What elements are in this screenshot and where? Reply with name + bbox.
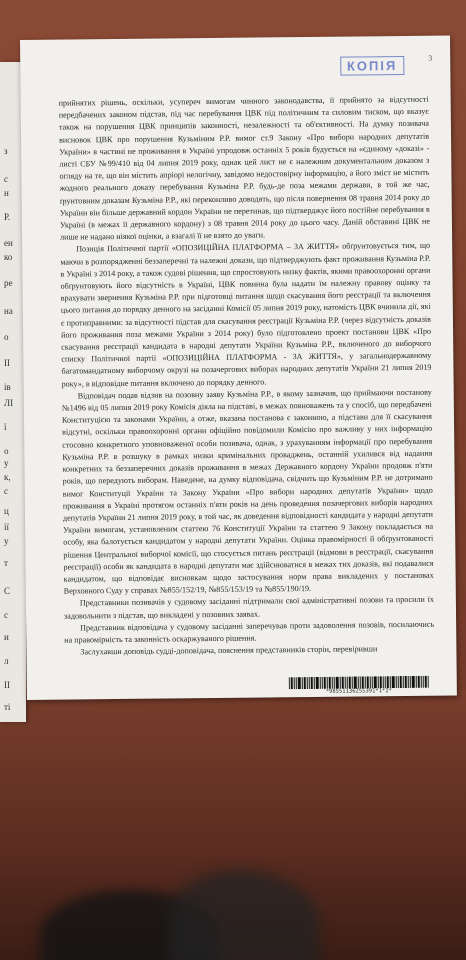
left-page-fragment: у	[4, 536, 9, 546]
left-page-fragment: Р.	[4, 212, 11, 222]
left-page-fragment: ІІ	[4, 680, 10, 690]
left-page-fragment: о	[4, 332, 9, 342]
left-page-fragment: ї	[4, 422, 7, 432]
left-page-fragment: ті	[4, 702, 11, 712]
paragraph: прийнятих рішень, оскільки, усупереч вимогам чинного законодавства, її прийнято за відсутності передбачених законом підстав, під час перебування ЦВК під політичним та силовим тиском, що вказує також на порушення ЦВК принципів законності, незалежності та об'єктивності. На думку позивача висновок ЦВК про порушення Кузьміним Р.Р. вимог ст.9 Закону «Про вибори народних депутатів України» в частині не проживання в Україні упродовж останніх 5 років будується на «єдиному «доказі» - листі СБУ №99/410 від 04 липня 2019 року, однак цей лист не є належним документальним доказом з огляду на те, що він містить апріорі нелогічну, завідомо недостовірну інформацію, а його зміст не містить жодного реального доказу перебування Кузьміна Р.Р. будь-де поза межами держави, в той же час, ґрунтовним доказам Кузьміна Р.Р., які переконливо доводять, що після повернення 08 травня 2014 року до України він більше державний кордон України не перетинав, що підтверджує його постійне перебування в Україні (в межах її державного кордону) з 08 травня 2014 року до цього часу. Даній обставині ЦВК не лише не надано ніякої оцінки, а взагалі її не взято до уваги.	[58, 94, 430, 242]
left-page-fragment: ре	[4, 278, 13, 288]
left-page-fragment: и	[4, 632, 9, 642]
copy-stamp: КОПІЯ	[340, 56, 405, 76]
left-page-fragment: на	[4, 306, 13, 316]
left-page-fragment: ів	[4, 382, 11, 392]
left-page-fragment: о	[4, 446, 9, 456]
left-page-fragment: у	[4, 458, 9, 468]
document-page	[20, 35, 457, 699]
left-page-fragment: з	[4, 146, 8, 156]
left-page-fragment: ії	[4, 522, 10, 532]
left-page-fragment: с	[4, 174, 8, 184]
document-body	[59, 94, 435, 659]
left-page-fragment: II	[4, 358, 10, 368]
left-page-fragment: с	[4, 610, 8, 620]
paragraph: Заслухавши доповідь судді-доповідача, пояснення представників сторін, перевіривши	[80, 644, 378, 657]
paragraph: Позиція Політичної партії «ОПОЗИЦІЙНА ПЛАТФОРМА – ЗА ЖИТТЯ» обґрунтовується тим, що маючи в розпорядженні беззаперечні та належні докази, що підтверджують факт проживання Кузьміна Р.Р. в Україні з 2014 року, а також судові рішення, що спростовують низку фактів, якими правоохоронні органи обґрунтовують його відсутність в Україні, ЦВК повинна була надати їм належну правову оцінку та врахувати звернення Кузьміна Р.Р. при підготовці питання щодо скасування його реєстрації та включення цього питання до порядку денного на засіданні Комісії 05 липня 2019 року, натомість ЦВК вчинила дії, які є протиправними: за відсутності підстав для скасування реєстрації Кузьміна Р.Р. (через відсутність доказів його проживання поза межами України з 2014 року) було підготовлено проект постанови ЦВК «Про скасування реєстрації кандидата в народні депутати України Кузьміна Р.Р., включеного до виборчого списку Політичної партії «ОПОЗИЦІЙНА ПЛАТФОРМА - ЗА ЖИТТЯ», у загальнодержавному багатомандатному виборчому окрузі на позачергових виборах народних депутатів України 21 липня 2019 року», в відповідне питання включено до порядку денного.	[60, 241, 432, 389]
left-page-fragment: ЛІ	[4, 398, 14, 408]
paragraph: Представники позивачів у судовому засіданні підтримали свої адміністративні позови та просили їх задовольнити з підстав, що викладені у позовних заявах.	[63, 595, 434, 621]
left-page-fragment: ко	[4, 252, 13, 262]
barcode	[289, 676, 429, 699]
left-page-fragment: н	[4, 188, 9, 198]
left-page-fragment: л	[4, 656, 9, 666]
page-number: 3	[428, 53, 433, 63]
left-page-fragment: с	[4, 486, 8, 496]
left-page-fragment: к,	[4, 472, 11, 482]
left-page-fragment: С	[4, 586, 11, 596]
paragraph: Відповідач подав відзив на позовну заяву Кузьміна Р.Р., в якому зазначив, що приймаючи постанову №1496 від 05 липня 2019 року Комісія діяла на підставі, в межах повноважень та у спосіб, що передбачені Конституцією та законами України, а отже, вказана постанова є законною, а підстави для її скасування відсутні, оскільки правоохоронні органи офіційно повідомили Комісію про важливу у них інформацію стосовно конкретного уповноваженої особи позивача, однак, з урахуванням інформації про перебування Кузьміна Р.Р. в розшуку в рамках низки кримінальних проваджень, останній ухилився від надання конкретних та беззаперечних доказів проживання в межах Державного кордону України продовж п'яти років, що передують виборам. Наведене, на думку відповідача, свідчить що Кузьміним Р.Р. не дотримано вимог Конституції України та Закону України «Про вибори народних депутатів України» щодо проживання в Україні протягом останніх п'яти років на день проведення позачергових виборів народних депутатів України 21 липня 2019 року, в той час, як доведення відповідності кандидата у народні депутати України вимогам, установленим статтею 76 Конституції України та статтею 9 Закону покладається на особу, яка балотується кандидатом у народні депутати України. Оцінка правомірності й обґрунтованості рішення Центральної виборчої комісії, що стосується питань реєстрації (відмови в реєстрації, скасування реєстрації) особи як кандидата в народні депутати має здійснюватися в межах тих доказів, які подавалися кандидатом, що відповідає висновкам щодо застосування норм права викладених у постановах Верховного Суду у справах №855/152/19, №855/153/19 та №855/190/19.	[61, 387, 434, 596]
left-page-fragment: т	[4, 558, 8, 568]
left-page-fragment: ен	[4, 238, 13, 248]
left-page-fragment: ц	[4, 506, 9, 516]
paragraph: Представник відповідача у судовому засіданні заперечував проти задоволення позовів, посилаючись на правомірність та законність оскаржуваного рішення.	[64, 619, 435, 645]
barcode-number: *98551136255391*1*2*	[325, 688, 392, 695]
